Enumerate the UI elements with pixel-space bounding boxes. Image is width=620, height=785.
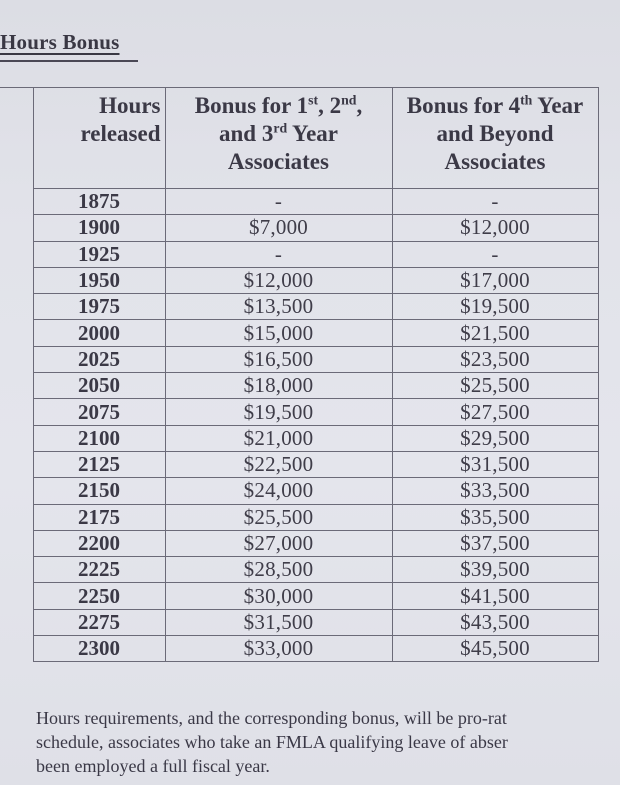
- hours-cell: 2025: [33, 346, 165, 372]
- bonus-senior-cell: $33,500: [392, 478, 598, 504]
- bonus-senior-cell: $23,500: [392, 346, 598, 372]
- hours-cell: 2050: [33, 373, 165, 399]
- hours-cell: 1875: [33, 189, 165, 215]
- bonus-senior-cell: $39,500: [392, 557, 598, 583]
- bonus-early-cell: $24,000: [165, 478, 392, 504]
- bonus-senior-cell: $12,000: [392, 215, 598, 241]
- footnote-line: schedule, associates who take an FMLA qualifying leave of abser: [36, 732, 508, 752]
- footnote: [36, 706, 620, 778]
- row-spacer: [0, 373, 33, 399]
- footnote-line: been employed a full fiscal year.: [36, 756, 270, 776]
- bonus-early-cell: $27,000: [165, 530, 392, 556]
- bonus-senior-cell: $21,500: [392, 320, 598, 346]
- hours-cell: 1950: [33, 267, 165, 293]
- table-row: [0, 189, 598, 215]
- table-row: [0, 267, 598, 293]
- row-spacer: [0, 451, 33, 477]
- bonus-early-cell: $18,000: [165, 373, 392, 399]
- bonus-early-cell: $25,500: [165, 504, 392, 530]
- bonus-early-cell: $16,500: [165, 346, 392, 372]
- hours-cell: 2000: [33, 320, 165, 346]
- bonus-senior-cell: $35,500: [392, 504, 598, 530]
- hours-cell: 2225: [33, 557, 165, 583]
- bonus-senior-cell: $25,500: [392, 373, 598, 399]
- row-spacer: [0, 241, 33, 267]
- bonus-early-cell: $33,000: [165, 636, 392, 662]
- bonus-early-cell: $19,500: [165, 399, 392, 425]
- hours-cell: 2175: [33, 504, 165, 530]
- section-title: Hours Bonus: [0, 30, 120, 54]
- table-row: [0, 373, 598, 399]
- row-spacer: [0, 399, 33, 425]
- header-hours-released: Hours released: [33, 88, 165, 189]
- bonus-early-cell: $12,000: [165, 267, 392, 293]
- row-spacer: [0, 504, 33, 530]
- bonus-senior-cell: $41,500: [392, 583, 598, 609]
- table-row: [0, 451, 598, 477]
- hours-cell: 2300: [33, 636, 165, 662]
- bonus-senior-cell: $29,500: [392, 425, 598, 451]
- row-spacer: [0, 583, 33, 609]
- row-spacer: [0, 189, 33, 215]
- table-body: [0, 189, 598, 662]
- hours-cell: 2125: [33, 451, 165, 477]
- bonus-senior-cell: $43,500: [392, 609, 598, 635]
- title-underline: [0, 60, 138, 62]
- footnote-line: Hours requirements, and the corresponding bonus, will be pro-rat: [36, 708, 507, 728]
- bonus-early-cell: $28,500: [165, 557, 392, 583]
- table-row: [0, 399, 598, 425]
- table-row: [0, 320, 598, 346]
- table-row: [0, 583, 598, 609]
- row-spacer: [0, 530, 33, 556]
- bonus-early-cell: $22,500: [165, 451, 392, 477]
- table-row: [0, 609, 598, 635]
- bonus-senior-cell: $31,500: [392, 451, 598, 477]
- hours-cell: 1975: [33, 294, 165, 320]
- bonus-early-cell: $31,500: [165, 609, 392, 635]
- hours-cell: 2075: [33, 399, 165, 425]
- bonus-early-cell: $21,000: [165, 425, 392, 451]
- hours-cell: 1925: [33, 241, 165, 267]
- bonus-early-cell: -: [165, 189, 392, 215]
- bonus-early-cell: $15,000: [165, 320, 392, 346]
- row-spacer: [0, 609, 33, 635]
- bonus-senior-cell: $27,500: [392, 399, 598, 425]
- bonus-table: [0, 87, 599, 662]
- bonus-senior-cell: $45,500: [392, 636, 598, 662]
- row-spacer: [0, 425, 33, 451]
- table-row: [0, 636, 598, 662]
- bonus-early-cell: $13,500: [165, 294, 392, 320]
- bonus-early-cell: $30,000: [165, 583, 392, 609]
- hours-cell: 2100: [33, 425, 165, 451]
- table-row: [0, 478, 598, 504]
- row-spacer: [0, 215, 33, 241]
- row-spacer: [0, 557, 33, 583]
- hours-cell: 2250: [33, 583, 165, 609]
- table-row: [0, 241, 598, 267]
- table-row: [0, 557, 598, 583]
- hours-cell: 2200: [33, 530, 165, 556]
- hours-cell: 2275: [33, 609, 165, 635]
- row-spacer: [0, 294, 33, 320]
- table-row: [0, 504, 598, 530]
- bonus-early-cell: -: [165, 241, 392, 267]
- row-spacer: [0, 636, 33, 662]
- table-row: [0, 346, 598, 372]
- hours-cell: 2150: [33, 478, 165, 504]
- header-bonus-senior: Bonus for 4th Year and Beyond Associates: [392, 88, 598, 189]
- header-spacer: [0, 88, 33, 189]
- table-row: [0, 530, 598, 556]
- row-spacer: [0, 478, 33, 504]
- table-row: [0, 294, 598, 320]
- row-spacer: [0, 320, 33, 346]
- row-spacer: [0, 267, 33, 293]
- table-row: [0, 215, 598, 241]
- bonus-senior-cell: $17,000: [392, 267, 598, 293]
- bonus-senior-cell: $19,500: [392, 294, 598, 320]
- table-row: [0, 425, 598, 451]
- bonus-senior-cell: -: [392, 241, 598, 267]
- hours-cell: 1900: [33, 215, 165, 241]
- header-bonus-early: Bonus for 1st, 2nd, and 3rd Year Associates: [165, 88, 392, 189]
- table-header-row: [0, 88, 598, 189]
- row-spacer: [0, 346, 33, 372]
- bonus-early-cell: $7,000: [165, 215, 392, 241]
- bonus-senior-cell: $37,500: [392, 530, 598, 556]
- bonus-senior-cell: -: [392, 189, 598, 215]
